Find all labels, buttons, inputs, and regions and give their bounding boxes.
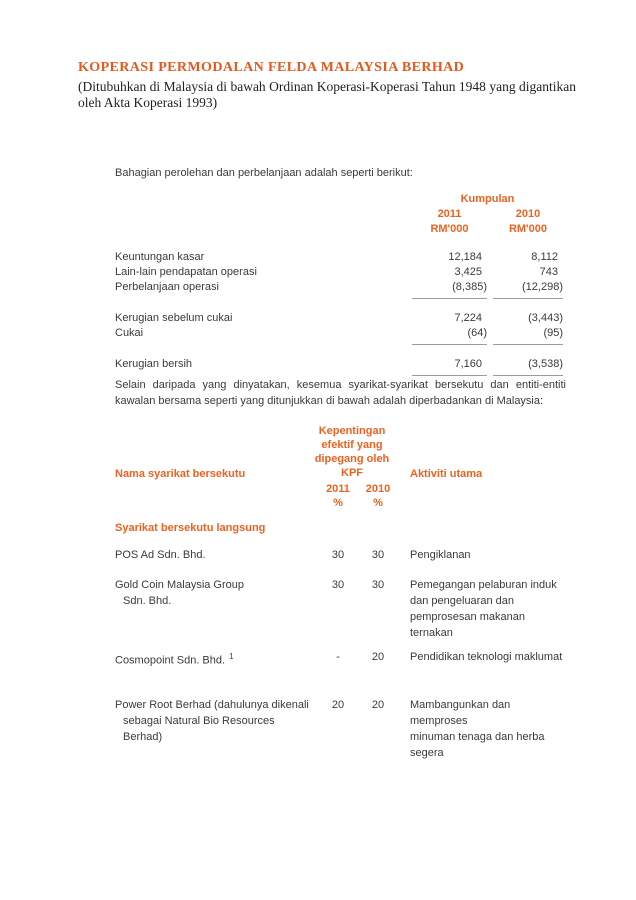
company-title: KOPERASI PERMODALAN FELDA MALAYSIA BERHAD [78,60,465,75]
table-row [115,311,563,326]
financial-table [115,192,563,376]
holding-2010: 30 [371,549,385,561]
fin-row-value-2011: (64) [412,326,487,345]
paragraph-line: kawalan bersama seperti yang ditunjukkan di bawah adalah diperbadankan di Malaysia: [115,395,544,407]
table-row [115,265,563,280]
holding-2011: 30 [331,579,345,591]
fin-row-value-2011: 7,224 [454,312,482,324]
fin-col2-unit: RM'000 [508,223,548,235]
fin-row-label: Cukai [115,327,144,339]
associates-paragraph [115,377,566,409]
table-row [115,577,570,641]
company-name: Cosmopoint Sdn. Bhd. $^1$ [115,652,234,667]
header-line: dipegang oleh [314,453,390,465]
header-line: KPF [341,467,363,479]
table-row [115,649,570,669]
fin-row-value-2010: (95) [493,326,563,345]
year-2011-header: 2011 [326,483,350,495]
associates-rows [115,547,570,761]
fin-year-header-row [115,207,563,222]
header-line: Kepentingan [318,425,386,437]
fin-row-value-2011: (8,385) [412,280,487,299]
holding-2010: 20 [371,651,385,663]
header-line: efektif yang [321,439,383,451]
holding-2011: 30 [331,549,345,561]
company-name: POS Ad Sdn. Bhd. [115,549,206,561]
fin-row-value-2011: 3,425 [454,266,482,278]
fin-col1-year: 2011 [437,208,462,220]
section-header: Syarikat bersekutu langsung [115,522,266,534]
fin-row-value-2010: (3,443) [528,312,563,324]
fin-unit-header-row [115,222,563,237]
fin-row-value-2011: 12,184 [448,251,482,263]
fin-col1-unit: RM'000 [430,223,469,235]
table-row [115,280,563,299]
fin-col2-year: 2010 [515,208,541,220]
main-activity: Pendidikan teknologi maklumat [410,651,563,663]
fin-group-header: Kumpulan [460,193,515,205]
company-subtitle-line2: oleh Akta Koperasi 1993) [78,95,218,110]
fin-row-value-2010: (12,298) [493,280,563,299]
paragraph-line: Selain daripada yang dinyatakan, kesemua syarikat-syarikat bersekutu dan entiti-entiti [115,379,566,391]
year-2010-header: 2010 [365,483,391,495]
footnote-ref: 1 [229,652,234,661]
fin-row-value-2010: 743 [539,266,558,278]
percent-sign: % [373,497,383,509]
fin-row-value-2011: 7,160 [412,357,487,376]
fin-group-header-row [115,192,563,207]
activity-column-header: Aktiviti utama [410,468,483,480]
fin-row-label: Lain-lain pendapatan operasi [115,266,257,278]
company-name: Power Root Berhad (dahulunya dikenali sebagai Natural Bio Resources Berhad) [115,698,309,743]
fin-row-value-2010: 8,112 [531,251,558,263]
company-name: Gold Coin Malaysia Group Sdn. Bhd. [115,579,245,607]
holding-2011: 20 [331,698,345,711]
fin-row-label: Kerugian sebelum cukai [115,312,233,324]
table-row [115,357,563,376]
table-row [115,326,563,345]
table-row [115,547,570,563]
main-activity: Mambangunkan dan memproses minuman tenaga dan herba segera [410,698,545,759]
percent-sign: % [333,497,343,509]
interest-column-header [302,424,402,480]
intro-text: Bahagian perolehan dan perbelanjaan adalah seperti berikut: [115,167,413,179]
name-column-header: Nama syarikat bersekutu [115,468,246,480]
main-activity: Pengiklanan [410,549,471,561]
fin-row-value-2010: (3,538) [493,357,563,376]
holding-2010: 30 [371,579,385,591]
fin-row-label: Kerugian bersih [115,358,193,370]
table-row [115,697,570,761]
holding-2011: - [336,651,340,663]
company-subtitle-line1: (Ditubuhkan di Malaysia di bawah Ordinan Koperasi-Koperasi Tahun 1948 yang digantikan [78,79,576,94]
fin-row-label: Keuntungan kasar [115,251,205,263]
table-row [115,250,563,265]
letterhead [78,60,576,111]
fin-row-label: Perbelanjaan operasi [115,281,219,293]
main-activity: Pemegangan pelaburan induk dan pengeluaran dan pemprosesan makanan ternakan [410,579,557,639]
holding-2010: 20 [371,698,385,711]
